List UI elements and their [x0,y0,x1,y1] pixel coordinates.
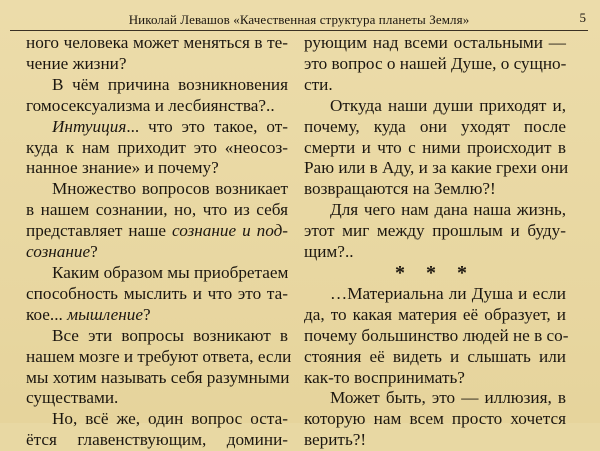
text-line [26,305,288,326]
text-line: да, то какая материя её образует, и [304,304,566,324]
text-line: В чём причина возникновения [52,74,288,94]
text-line: почему, куда они уходят после [304,116,566,136]
text-line: смерти и что с ними происходит в [304,137,566,157]
text-line: стояния её видеть и слышать или [304,346,566,366]
text-line: ного человека может меняться в те- [26,33,288,52]
text-line: Но, всё же, один вопрос оста- [52,409,288,429]
text-line: Все эти вопросы возникают в [52,325,288,345]
text-span: представляет наше [26,221,172,241]
text-line [26,117,288,138]
text-line: Раю или в Аду, и за какие грехи они [304,158,569,178]
text-line: нашем мозге и требуют ответа, если [26,346,292,366]
italic-term: сознание [26,242,91,262]
text-line: этот миг между прошлым и буду- [304,221,566,241]
italic-term: мышление [67,304,143,324]
text-line: почему большинство людей не в со- [304,325,569,345]
text-line: Откуда наши души приходят и, [330,95,566,115]
text-line: Для чего нам дана наша жизнь, [330,200,566,220]
text-line: способность мыслить и что это та- [26,283,288,303]
text-line: как-то воспринимать? [304,367,465,387]
text-line: рующим над всеми остальными — [304,33,566,52]
text-line: Может быть, это — иллюзия, в [330,388,566,408]
text-line: сти. [304,74,333,94]
right-text-column [304,33,569,451]
text-line: мы хотим называть себя разумными [26,367,290,387]
running-header-title: Николай Левашов «Качественная структура планеты Земля» [128,12,470,27]
section-divider: * * * [395,261,475,284]
text-line: чение жизни? [26,53,127,73]
text-line: щим?.. [304,242,354,262]
text-line: которую нам всем просто хочется [304,409,566,429]
text-span: кое... [26,304,68,324]
text-span: ? [143,304,151,324]
text-line: это вопрос о нашей Душе, о сущно- [304,53,567,73]
text-span: ... что это такое, от- [126,116,288,136]
text-line [26,242,288,263]
text-line: гомосексуализма и лесбиянства?.. [26,95,275,115]
page-number: 5 [579,10,586,25]
text-line: нанное знание» и почему? [26,158,219,178]
italic-term: сознание и под- [172,221,288,241]
text-line: существами. [26,388,119,408]
text-line: Каким образом мы приобретаем [52,262,289,282]
italic-term: Интуиция [52,116,127,136]
running-header [10,10,588,31]
text-line: верить?! [304,430,367,450]
text-line: возвращаются на Землю?! [304,179,496,199]
text-line: ётся главенствующим, домини- [26,430,288,450]
text-span: ? [90,242,98,262]
text-line: …Материальна ли Душа и если [330,283,566,303]
left-text-column [26,33,292,451]
text-line [26,221,288,242]
text-line: куда к нам приходит это «неосоз- [26,137,288,157]
text-line: Множество вопросов возникает [52,179,288,199]
text-line: в нашем сознании, но, что из себя [26,200,288,220]
